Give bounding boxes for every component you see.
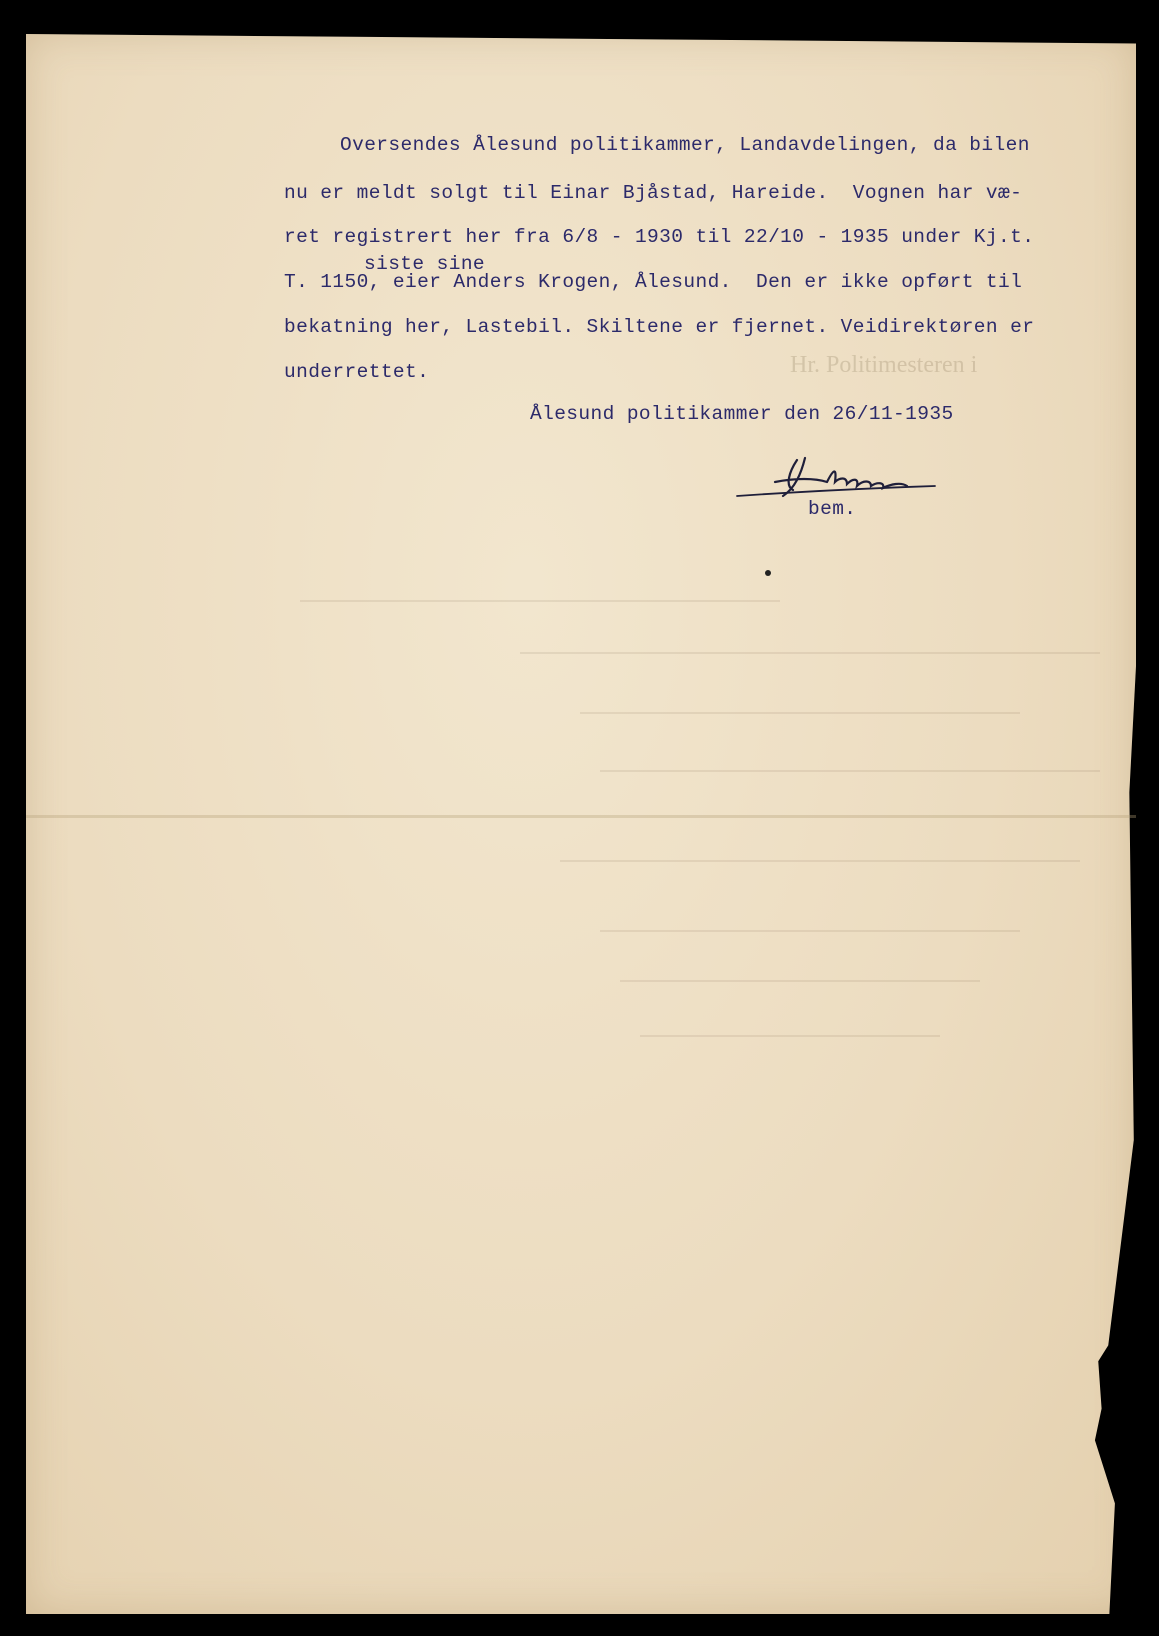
text-line-3: ret registrert her fra 6/8 - 1930 til 22/10 - 1935 under Kj.t. (284, 226, 1035, 248)
show-through-mark (620, 980, 980, 982)
paper-fold (26, 815, 1136, 818)
show-through-mark (640, 1035, 940, 1037)
text-line-2: nu er meldt solgt til Einar Bjåstad, Hareide. Vognen har væ- (284, 182, 1023, 204)
place-date-line: Ålesund politikammer den 26/11-1935 (530, 403, 954, 425)
show-through-mark (580, 712, 1020, 714)
text-line-4: T. 1150, eier Anders Krogen, Ålesund. Den er ikke opført til (284, 271, 1023, 293)
show-through-mark (520, 652, 1100, 654)
show-through-header: Hr. Politimesteren i (790, 352, 978, 378)
ink-dot (765, 570, 771, 576)
text-line-interlinear: siste sine (364, 253, 486, 275)
show-through-mark (600, 770, 1100, 772)
show-through-mark (600, 930, 1020, 932)
text-line-1: Oversendes Ålesund politikammer, Landavdelingen, da bilen (340, 134, 1030, 156)
text-line-6: underrettet. (284, 361, 430, 383)
text-line-5: bekatning her, Lastebil. Skiltene er fjernet. Veidirektøren er (284, 316, 1035, 338)
show-through-mark (300, 600, 780, 602)
signature-title: bem. (808, 498, 857, 520)
show-through-mark (560, 860, 1080, 862)
